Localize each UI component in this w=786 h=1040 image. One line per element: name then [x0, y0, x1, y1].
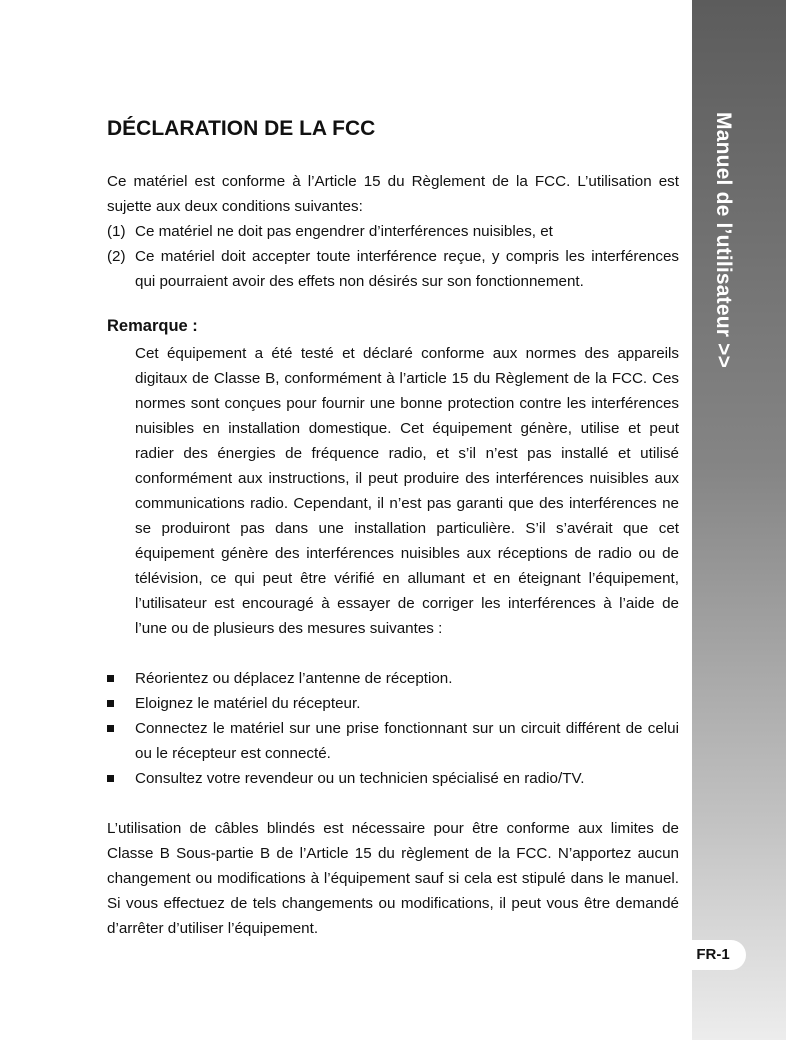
measure-text: Réorientez ou déplacez l’antenne de réception. [135, 670, 453, 687]
section-title: DÉCLARATION DE LA FCC [107, 117, 376, 140]
closing-paragraph: L’utilisation de câbles blindés est nécessaire pour être conforme aux limites de Classe B Sous-partie B de l’Article 15 du règlement de la FCC. N’apportez aucun changement ou modifications à l’équipement sauf si cela est stipulé dans le manuel. Si vous effectuez de tels changements ou modifications, il peut vous être demandé d’arrêter d’utiliser l’équipement. [107, 820, 679, 937]
condition-number: (2) [107, 248, 126, 265]
measure-text: Consultez votre revendeur ou un technicien spécialisé en radio/TV. [135, 770, 585, 787]
measure-text: Connectez le matériel sur une prise fonctionnant sur un circuit différent de celui ou le récepteur est connecté. [135, 720, 679, 762]
square-bullet-icon [107, 675, 114, 682]
measure-item [107, 666, 679, 691]
condition-text: Ce matériel ne doit pas engendrer d’interférences nuisibles, et [135, 223, 553, 240]
fcc-declaration [107, 115, 679, 941]
measure-text: Eloignez le matériel du récepteur. [135, 695, 361, 712]
square-bullet-icon [107, 725, 114, 732]
page-number: FR-1 [680, 940, 746, 970]
square-bullet-icon [107, 775, 114, 782]
measures-list [107, 666, 679, 791]
condition-item [107, 219, 679, 244]
square-bullet-icon [107, 700, 114, 707]
condition-text: Ce matériel doit accepter toute interférence reçue, y compris les interférences qui pourraient avoir des effets non désirés sur son fonctionnement. [135, 248, 679, 290]
intro-paragraph: Ce matériel est conforme à l’Article 15 du Règlement de la FCC. L’utilisation est sujette aux deux conditions suivantes: [107, 173, 679, 215]
manual-title: Manuel de l’utilisateur >> [712, 112, 735, 369]
measure-item [107, 691, 679, 716]
condition-number: (1) [107, 223, 126, 240]
remark-heading: Remarque : [107, 317, 198, 335]
condition-item [107, 244, 679, 294]
measure-item [107, 716, 679, 766]
conditions-list [107, 219, 679, 294]
remark-paragraph: Cet équipement a été testé et déclaré conforme aux normes des appareils digitaux de Classe B, conformément à l’article 15 du Règlement de la FCC. Ces normes sont conçues pour fournir une bonne protection contre les interférences nuisibles en installation domestique. Cet équipement génère, utilise et peut radier des énergies de fréquence radio, et s’il n’est pas installé et utilisé conformément aux instructions, il peut produire des interférences nuisibles aux communications radio. Cependant, il n’est pas garanti que des interférences ne se produiront pas dans une installation particulière. S’il s’avérait que cet équipement génère des interférences nuisibles aux réceptions de radio ou de télévision, ce qui peut être vérifié en allumant et en éteignant l’équipement, l’utilisateur est encouragé à essayer de corriger les interférences à l’aide de l’une ou de plusieurs des mesures suivantes : [135, 345, 679, 637]
measure-item [107, 766, 679, 791]
